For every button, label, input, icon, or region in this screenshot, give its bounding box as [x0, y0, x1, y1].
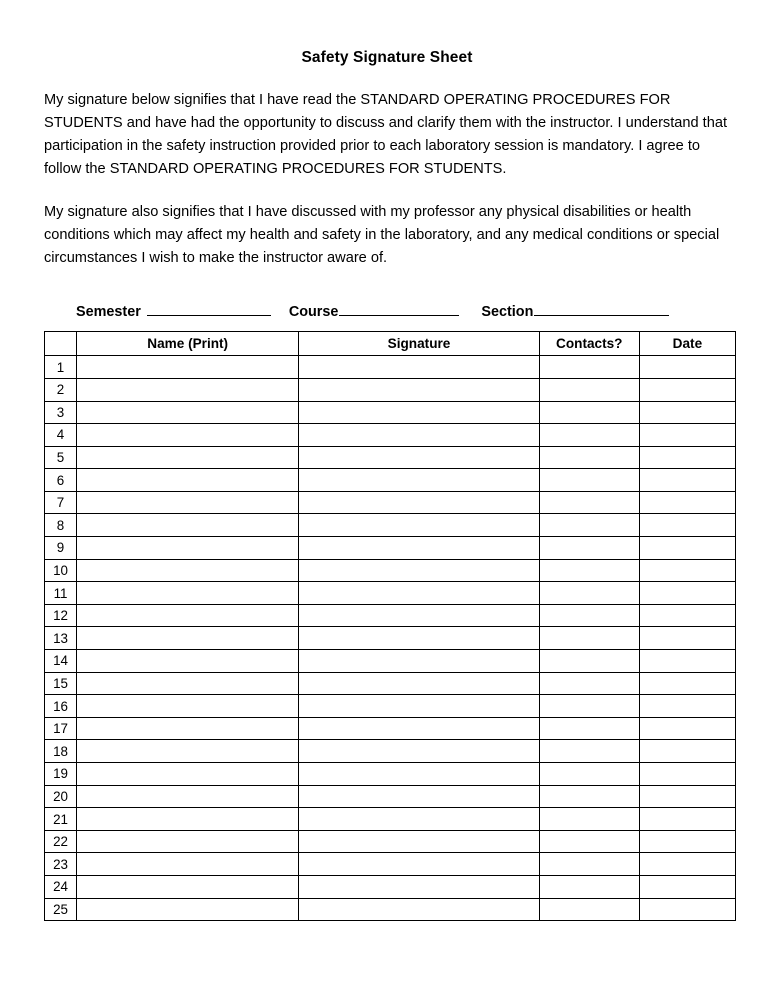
signature-cell[interactable]	[299, 785, 539, 808]
contacts-cell[interactable]	[539, 672, 639, 695]
date-cell[interactable]	[639, 763, 735, 786]
date-cell[interactable]	[639, 537, 735, 560]
signature-cell[interactable]	[299, 537, 539, 560]
row-number: 3	[45, 401, 77, 424]
field-semester	[76, 304, 271, 320]
table-row	[45, 875, 736, 898]
row-number: 24	[45, 875, 77, 898]
date-cell[interactable]	[639, 875, 735, 898]
signature-cell[interactable]	[299, 582, 539, 605]
row-number: 18	[45, 740, 77, 763]
row-number: 4	[45, 424, 77, 447]
date-cell[interactable]	[639, 559, 735, 582]
field-section-label: Section	[481, 304, 534, 321]
signature-cell[interactable]	[299, 514, 539, 537]
row-number: 8	[45, 514, 77, 537]
contacts-cell[interactable]	[539, 604, 639, 627]
field-semester-label: Semester	[76, 304, 141, 321]
row-number: 14	[45, 650, 77, 673]
table-row	[45, 491, 736, 514]
date-cell[interactable]	[639, 853, 735, 876]
name-cell[interactable]	[77, 785, 299, 808]
table-row	[45, 378, 736, 401]
table-header-row	[45, 332, 736, 356]
signature-cell[interactable]	[299, 808, 539, 831]
table-row	[45, 401, 736, 424]
signature-cell[interactable]	[299, 491, 539, 514]
signature-cell[interactable]	[299, 604, 539, 627]
contacts-cell[interactable]	[539, 717, 639, 740]
signature-cell[interactable]	[299, 559, 539, 582]
contacts-cell[interactable]	[539, 650, 639, 673]
date-cell[interactable]	[639, 491, 735, 514]
table-row	[45, 650, 736, 673]
date-cell[interactable]	[639, 356, 735, 379]
date-cell[interactable]	[639, 378, 735, 401]
name-cell[interactable]	[77, 808, 299, 831]
name-cell[interactable]	[77, 740, 299, 763]
row-number: 17	[45, 717, 77, 740]
signature-cell[interactable]	[299, 627, 539, 650]
contacts-cell[interactable]	[539, 875, 639, 898]
signature-cell[interactable]	[299, 424, 539, 447]
contacts-cell[interactable]	[539, 830, 639, 853]
field-section	[481, 304, 669, 320]
signature-cell[interactable]	[299, 650, 539, 673]
date-cell[interactable]	[639, 717, 735, 740]
field-course	[289, 304, 460, 320]
signature-cell[interactable]	[299, 740, 539, 763]
table-row	[45, 627, 736, 650]
table-row	[45, 604, 736, 627]
contacts-cell[interactable]	[539, 582, 639, 605]
row-number: 7	[45, 491, 77, 514]
signature-cell[interactable]	[299, 695, 539, 718]
table-row	[45, 446, 736, 469]
signature-cell[interactable]	[299, 875, 539, 898]
contacts-cell[interactable]	[539, 424, 639, 447]
contacts-cell[interactable]	[539, 446, 639, 469]
date-cell[interactable]	[639, 469, 735, 492]
date-cell[interactable]	[639, 604, 735, 627]
table-row	[45, 356, 736, 379]
date-cell[interactable]	[639, 695, 735, 718]
table-row	[45, 853, 736, 876]
paragraph-1: My signature below signifies that I have read the STANDARD OPERATING PROCEDURES FOR STUDENTS and have had the opportunity to discuss and clarify them with the instructor. I understand that participation in the safety instruction provided prior to each laboratory session is mandatory. I agree to follow the STANDARD OPERATING PROCEDURES FOR STUDENTS.	[44, 92, 728, 178]
table-row	[45, 695, 736, 718]
name-cell[interactable]	[77, 559, 299, 582]
date-cell[interactable]	[639, 401, 735, 424]
contacts-cell[interactable]	[539, 491, 639, 514]
contacts-cell[interactable]	[539, 469, 639, 492]
contacts-cell[interactable]	[539, 627, 639, 650]
row-number: 25	[45, 898, 77, 921]
contacts-cell[interactable]	[539, 740, 639, 763]
table-row	[45, 559, 736, 582]
signature-cell[interactable]	[299, 401, 539, 424]
contacts-cell[interactable]	[539, 898, 639, 921]
column-header-name: Name (Print)	[77, 332, 299, 356]
contacts-cell[interactable]	[539, 401, 639, 424]
signature-cell[interactable]	[299, 830, 539, 853]
contacts-cell[interactable]	[539, 785, 639, 808]
form-fields-row	[44, 304, 730, 320]
signature-table	[44, 331, 736, 921]
signature-cell[interactable]	[299, 763, 539, 786]
signature-cell[interactable]	[299, 469, 539, 492]
name-cell[interactable]	[77, 672, 299, 695]
contacts-cell[interactable]	[539, 559, 639, 582]
table-header	[45, 332, 736, 356]
signature-cell[interactable]	[299, 378, 539, 401]
page-title: Safety Signature Sheet	[301, 49, 473, 66]
name-cell[interactable]	[77, 695, 299, 718]
date-cell[interactable]	[639, 446, 735, 469]
name-cell[interactable]	[77, 830, 299, 853]
row-number: 23	[45, 853, 77, 876]
name-cell[interactable]	[77, 401, 299, 424]
table-row	[45, 424, 736, 447]
table-row	[45, 469, 736, 492]
name-cell[interactable]	[77, 378, 299, 401]
name-cell[interactable]	[77, 717, 299, 740]
table-row	[45, 808, 736, 831]
row-number: 15	[45, 672, 77, 695]
table-row	[45, 582, 736, 605]
column-header-number	[45, 332, 77, 356]
paragraph-2: My signature also signifies that I have discussed with my professor any physical disabilities or health conditions which may affect my health and safety in the laboratory, and any medical conditions or special circumstances I wish to make the instructor aware of.	[44, 204, 720, 267]
table-row	[45, 514, 736, 537]
date-cell[interactable]	[639, 582, 735, 605]
name-cell[interactable]	[77, 446, 299, 469]
table-row	[45, 898, 736, 921]
name-cell[interactable]	[77, 582, 299, 605]
date-cell[interactable]	[639, 627, 735, 650]
table-row	[45, 785, 736, 808]
column-header-signature: Signature	[299, 332, 539, 356]
row-number: 12	[45, 604, 77, 627]
date-cell[interactable]	[639, 830, 735, 853]
contacts-cell[interactable]	[539, 808, 639, 831]
row-number: 19	[45, 763, 77, 786]
row-number: 10	[45, 559, 77, 582]
contacts-cell[interactable]	[539, 763, 639, 786]
contacts-cell[interactable]	[539, 378, 639, 401]
signature-cell[interactable]	[299, 717, 539, 740]
row-number: 1	[45, 356, 77, 379]
row-number: 6	[45, 469, 77, 492]
signature-cell[interactable]	[299, 672, 539, 695]
row-number: 13	[45, 627, 77, 650]
date-cell[interactable]	[639, 785, 735, 808]
date-cell[interactable]	[639, 424, 735, 447]
field-section-input[interactable]	[534, 315, 669, 316]
table-row	[45, 763, 736, 786]
name-cell[interactable]	[77, 650, 299, 673]
row-number: 9	[45, 537, 77, 560]
contacts-cell[interactable]	[539, 853, 639, 876]
name-cell[interactable]	[77, 853, 299, 876]
name-cell[interactable]	[77, 604, 299, 627]
name-cell[interactable]	[77, 537, 299, 560]
field-course-input[interactable]	[339, 315, 459, 316]
row-number: 16	[45, 695, 77, 718]
contacts-cell[interactable]	[539, 537, 639, 560]
row-number: 5	[45, 446, 77, 469]
date-cell[interactable]	[639, 808, 735, 831]
date-cell[interactable]	[639, 650, 735, 673]
signature-cell[interactable]	[299, 898, 539, 921]
date-cell[interactable]	[639, 740, 735, 763]
row-number: 11	[45, 582, 77, 605]
signature-cell[interactable]	[299, 356, 539, 379]
column-header-contacts: Contacts?	[539, 332, 639, 356]
name-cell[interactable]	[77, 491, 299, 514]
name-cell[interactable]	[77, 514, 299, 537]
table-row	[45, 740, 736, 763]
date-cell[interactable]	[639, 898, 735, 921]
name-cell[interactable]	[77, 424, 299, 447]
row-number: 20	[45, 785, 77, 808]
table-row	[45, 537, 736, 560]
name-cell[interactable]	[77, 898, 299, 921]
name-cell[interactable]	[77, 469, 299, 492]
row-number: 21	[45, 808, 77, 831]
name-cell[interactable]	[77, 356, 299, 379]
signature-cell[interactable]	[299, 446, 539, 469]
table-body	[45, 356, 736, 921]
row-number: 22	[45, 830, 77, 853]
name-cell[interactable]	[77, 875, 299, 898]
table-row	[45, 672, 736, 695]
table-row	[45, 830, 736, 853]
column-header-date: Date	[639, 332, 735, 356]
name-cell[interactable]	[77, 763, 299, 786]
contacts-cell[interactable]	[539, 514, 639, 537]
row-number: 2	[45, 378, 77, 401]
signature-cell[interactable]	[299, 853, 539, 876]
contacts-cell[interactable]	[539, 695, 639, 718]
contacts-cell[interactable]	[539, 356, 639, 379]
date-cell[interactable]	[639, 672, 735, 695]
name-cell[interactable]	[77, 627, 299, 650]
field-semester-input[interactable]	[147, 315, 271, 316]
table-row	[45, 717, 736, 740]
field-course-label: Course	[288, 304, 339, 321]
date-cell[interactable]	[639, 514, 735, 537]
